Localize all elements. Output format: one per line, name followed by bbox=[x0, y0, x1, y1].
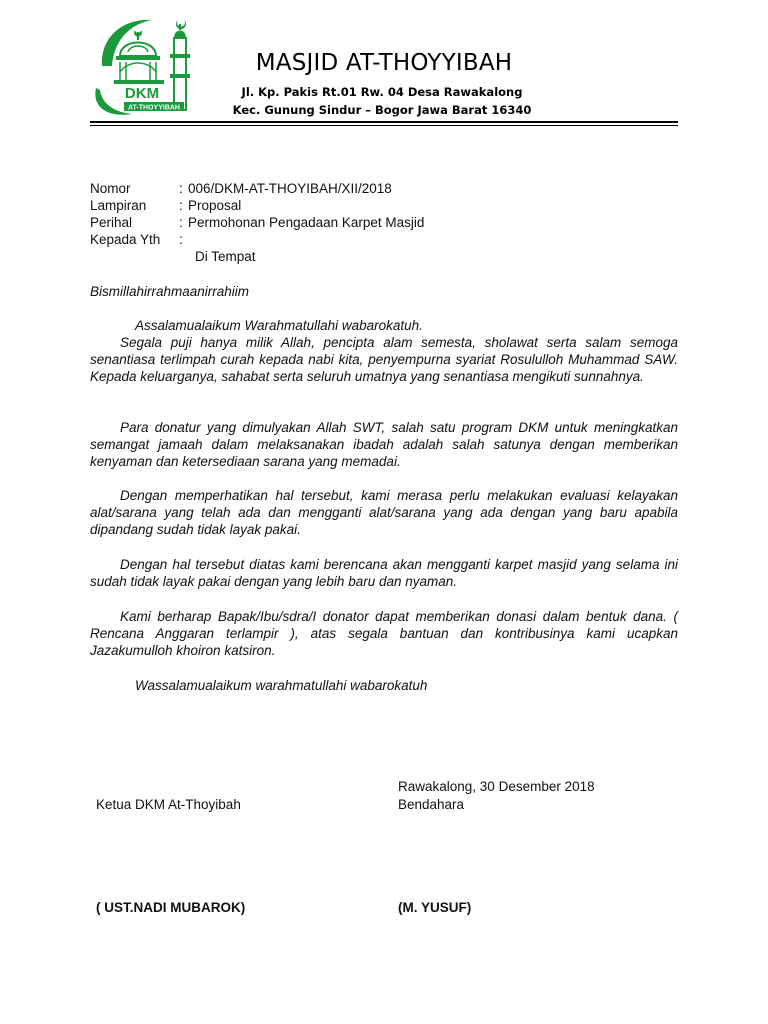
meta-separator: : bbox=[179, 232, 183, 247]
header-divider-thick bbox=[90, 121, 678, 123]
paragraph-5: Kami berharap Bapak/Ibu/sdra/I donator dapat memberikan donasi dalam bentuk dana. ( Rencana Anggaran terlampir ), atas segala bantuan dan kontribusinya kami ucapkan Jazakumulloh khoiron katsiron. bbox=[90, 609, 678, 658]
recipient-place: Di Tempat bbox=[195, 249, 256, 264]
header-divider-thin bbox=[90, 125, 678, 126]
paragraph-2: Para donatur yang dimulyakan Allah SWT, salah satu program DKM untuk meningkatkan semangat jamaah dalam melaksanakan ibadah adalah salah satunya dengan memberikan kenyaman dan ketersediaan sarana yang memadai. bbox=[90, 420, 678, 469]
meta-label: Nomor bbox=[90, 181, 131, 196]
greeting: Assalamualaikum Warahmatullahi wabarokatuh. bbox=[135, 318, 423, 333]
signatory-right-name: (M. YUSUF) bbox=[398, 900, 472, 915]
paragraph-1: Segala puji hanya milik Allah, pencipta alam semesta, sholawat serta salam semoga senantiasa terlimpah curah kepada nabi kita, penyempurna syariat Rosululloh Muhammad SAW. Kepada keluarganya, sahabat serta seluruh umatnya yang senantiasa mengikuti sunnahnya. bbox=[90, 335, 678, 384]
organization-name: MASJID AT-THOYYIBAH bbox=[255, 50, 513, 76]
meta-value: Proposal bbox=[188, 198, 242, 213]
meta-label: Perihal bbox=[90, 215, 133, 230]
meta-separator: : bbox=[179, 181, 183, 196]
meta-separator: : bbox=[179, 198, 183, 213]
paragraph-3: Dengan memperhatikan hal tersebut, kami merasa perlu melakukan evaluasi kelayakan alat/sarana yang telah ada dan mengganti alat/sarana yang ada dengan yang baru apabila dipandang sudah tidak layak pakai. bbox=[90, 488, 678, 537]
bismillah: Bismillahirrahmaanirrahiim bbox=[90, 284, 250, 299]
signatory-right-title: Bendahara bbox=[398, 797, 465, 812]
closing-greeting: Wassalamualaikum warahmatullahi wabarokatuh bbox=[135, 678, 428, 693]
logo-subtext: AT-THOYYIBAH bbox=[128, 104, 180, 112]
meta-separator: : bbox=[179, 215, 183, 230]
meta-label: Lampiran bbox=[90, 198, 147, 213]
meta-label: Kepada Yth bbox=[90, 232, 161, 247]
place-date: Rawakalong, 30 Desember 2018 bbox=[398, 779, 595, 794]
meta-value: 006/DKM-AT-THOYIBAH/XII/2018 bbox=[188, 181, 392, 196]
signatory-left-title: Ketua DKM At-Thoyibah bbox=[96, 797, 241, 812]
paragraph-4: Dengan hal tersebut diatas kami berencana akan mengganti karpet masjid yang selama ini sudah tidak layak pakai dengan yang lebih baru dan nyaman. bbox=[90, 557, 678, 589]
logo-text: DKM bbox=[124, 85, 160, 102]
mosque-logo bbox=[90, 10, 198, 120]
address-line-2: Kec. Gunung Sindur – Bogor Jawa Barat 16340 bbox=[232, 103, 532, 117]
signatory-left-name: ( UST.NADI MUBAROK) bbox=[96, 900, 246, 915]
address-line-1: Jl. Kp. Pakis Rt.01 Rw. 04 Desa Rawakalong bbox=[241, 85, 523, 99]
meta-value: Permohonan Pengadaan Karpet Masjid bbox=[188, 215, 425, 230]
